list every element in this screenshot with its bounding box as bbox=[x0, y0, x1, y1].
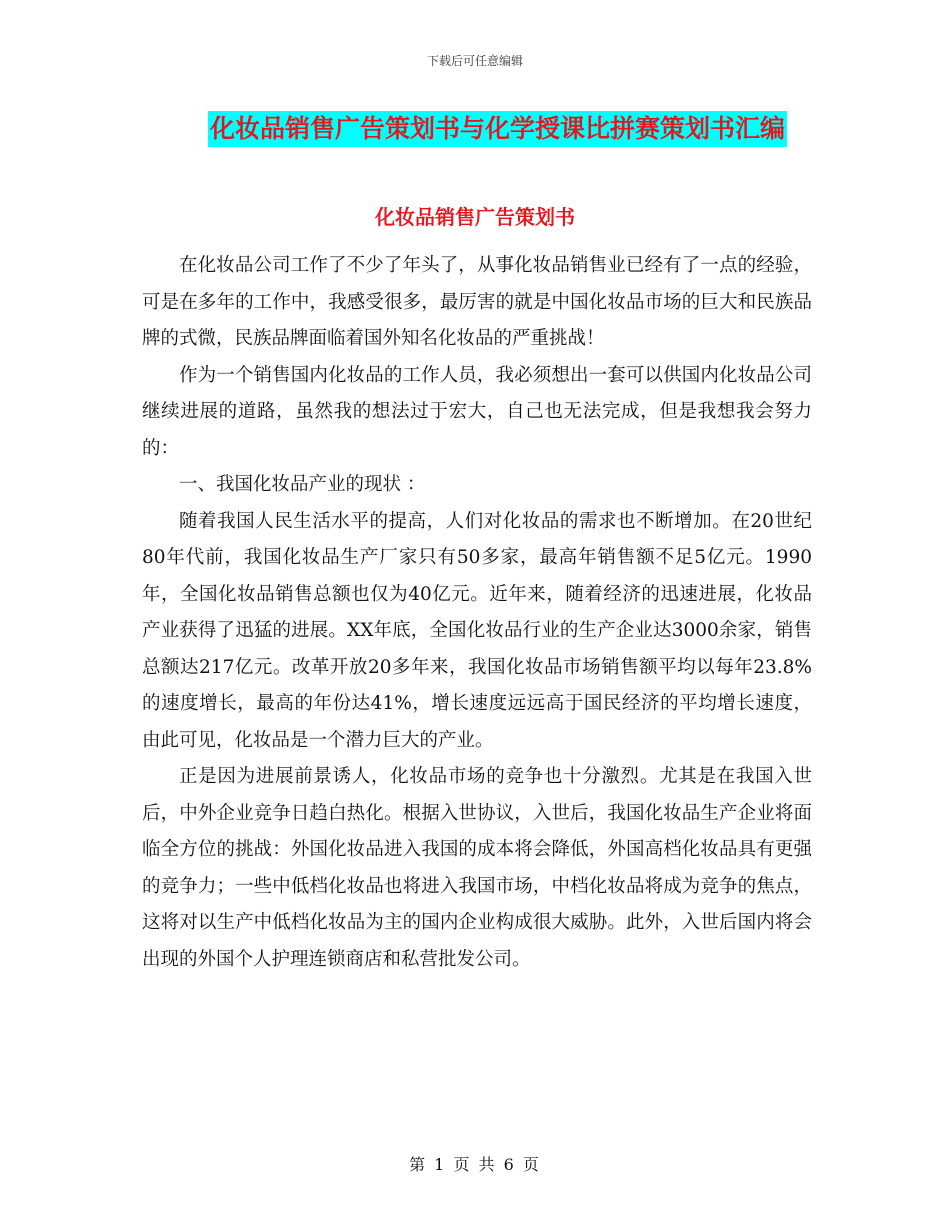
section-heading: 一、我国化妆品产业的现状 ： bbox=[179, 474, 426, 495]
document-main-title: 化妆品销售广告策划书与化学授课比拼赛策划书汇编 bbox=[208, 111, 787, 147]
document-body bbox=[142, 218, 812, 978]
body-paragraph: 作为一个销售国内化妆品的工作人员，我必须想出一套可以供国内化妆品公司继续进展的道路，虽然我的想法过于宏大，自己也无法完成，但是我想我会努力的： bbox=[142, 364, 812, 459]
body-paragraph: 随着我国人民生活水平的提高，人们对化妆品的需求也不断增加。在20世纪80年代前，我国化妆品生产厂家只有50多家，最高年销售额不足5亿元。1990年，全国化妆品销售总额也仅为40亿元。近年来，随着经济的迅速进展，化妆品产业获得了迅猛的进展。XX年底，全国化妆品行业的生产企业达3000余家，销售总额达217亿元。改革开放20多年来，我国化妆品市场销售额平均以每年23.8%的速度增长，最高的年份达41%，增长速度远远高于国民经济的平均增长速度，由此可见，化妆品是一个潜力巨大的产业。 bbox=[142, 510, 812, 751]
body-paragraph: 正是因为进展前景诱人，化妆品市场的竞争也十分激烈。尤其是在我国入世后，中外企业竞争日趋白热化。根据入世协议，入世后，我国化妆品生产企业将面临全方位的挑战：外国化妆品进入我国的成本将会降低，外国高档化妆品具有更强的竞争力；一些中低档化妆品也将进入我国市场，中档化妆品将成为竞争的焦点，这将对以生产中低档化妆品为主的国内企业构成很大威胁。此外，入世后国内将会出现的外国个人护理连锁商店和私营批发公司。 bbox=[142, 766, 812, 970]
page-footer-indicator: 第 1 页 共 6 页 bbox=[409, 1155, 541, 1174]
body-paragraph: 在化妆品公司工作了不少了年头了，从事化妆品销售业已经有了一点的经验，可是在多年的工作中，我感受很多，最厉害的就是中国化妆品市场的巨大和民族品牌的式微，民族品牌面临着国外知名化妆品的严重挑战！ bbox=[142, 255, 812, 349]
main-title-container bbox=[0, 111, 950, 147]
page-header-note: 下载后可任意编辑 bbox=[426, 54, 523, 68]
section-title: 化妆品销售广告策划书 bbox=[375, 205, 575, 229]
